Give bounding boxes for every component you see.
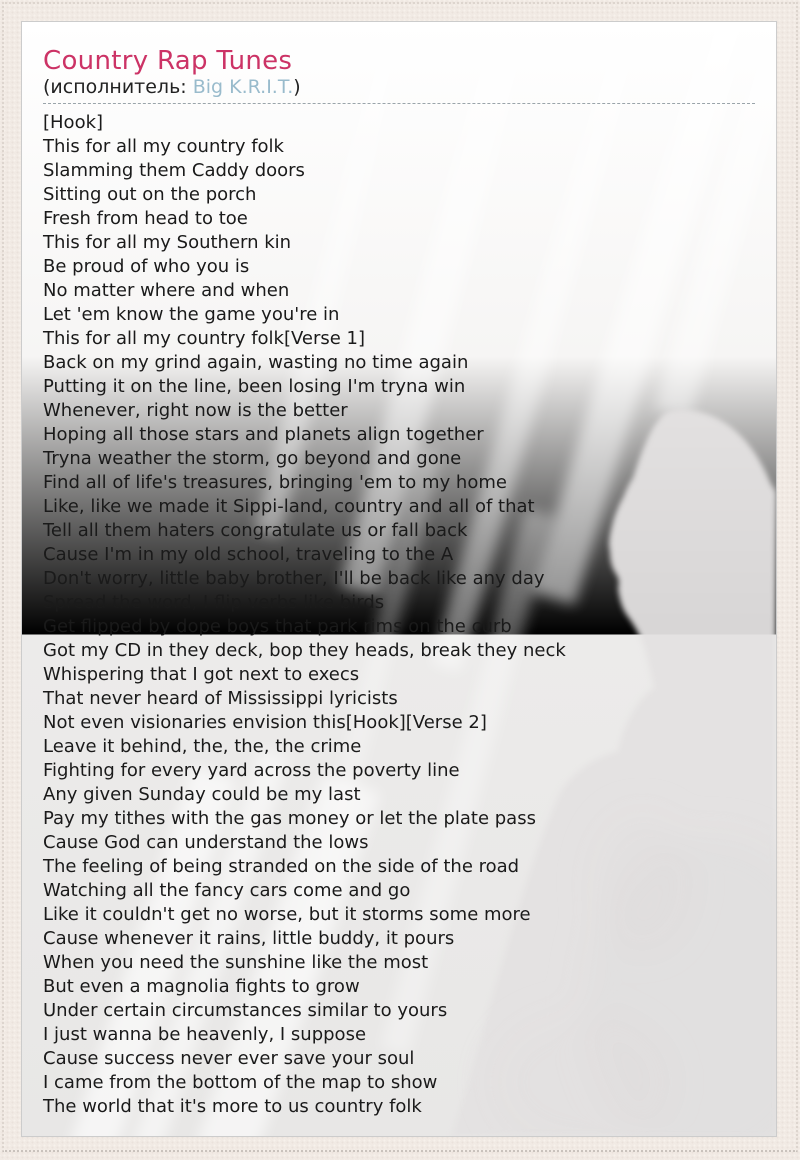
lyric-line: Pay my tithes with the gas money or let the plate pass <box>43 808 536 829</box>
lyric-line: Like, like we made it Sippi-land, country and all of that <box>43 496 535 517</box>
lyric-line: When you need the sunshine like the most <box>43 952 429 973</box>
artist-line-suffix: ) <box>293 76 301 98</box>
lyric-line: Cause I'm in my old school, traveling to the A <box>43 544 454 565</box>
lyric-line: Be proud of who you is <box>43 256 250 277</box>
lyric-line: This for all my country folk <box>43 136 284 157</box>
lyric-line: That never heard of Mississippi lyricists <box>43 688 398 709</box>
page-title: Country Rap Tunes <box>43 46 293 76</box>
lyric-line: Cause God can understand the lows <box>43 832 369 853</box>
lyrics-card <box>21 21 777 1137</box>
lyric-line: Whispering that I got next to execs <box>43 664 360 685</box>
lyric-line: Leave it behind, the, the, the crime <box>43 736 362 757</box>
lyric-line: [Hook] <box>43 112 104 133</box>
lyric-line: No matter where and when <box>43 280 290 301</box>
lyric-line: Under certain circumstances similar to yours <box>43 1000 448 1021</box>
lyric-line: The feeling of being stranded on the side of the road <box>43 856 520 877</box>
lyric-line: Fresh from head to toe <box>43 208 248 229</box>
lyric-line: Cause whenever it rains, little buddy, it pours <box>43 928 455 949</box>
lyric-line: Tell all them haters congratulate us or fall back <box>43 520 468 541</box>
lyrics-text <box>43 111 755 1119</box>
lyric-line: Any given Sunday could be my last <box>43 784 361 805</box>
lyric-line: Tryna weather the storm, go beyond and gone <box>43 448 462 469</box>
artist-link[interactable]: Big K.R.I.T. <box>192 76 294 98</box>
lyric-line: Slamming them Caddy doors <box>43 160 305 181</box>
lyric-line: Spread the word, I flip verbs like birds <box>43 592 385 613</box>
lyric-line: Fighting for every yard across the poverty line <box>43 760 460 781</box>
lyric-line: Putting it on the line, been losing I'm tryna win <box>43 376 466 397</box>
lyric-line: Like it couldn't get no worse, but it storms some more <box>43 904 531 925</box>
lyric-line: Hoping all those stars and planets align together <box>43 424 484 445</box>
lyric-line: Got my CD in they deck, bop they heads, break they neck <box>43 640 566 661</box>
lyric-line: Cause success never ever save your soul <box>43 1048 415 1069</box>
lyric-line: This for all my Southern kin <box>43 232 292 253</box>
lyric-line: Get flipped by dope boys that park rims on the curb <box>43 616 512 637</box>
lyric-line: But even a magnolia fights to grow <box>43 976 360 997</box>
lyric-line: I just wanna be heavenly, I suppose <box>43 1024 367 1045</box>
lyric-line: Whenever, right now is the better <box>43 400 348 421</box>
lyric-line: Let 'em know the game you're in <box>43 304 340 325</box>
lyric-line: The world that it's more to us country folk <box>43 1096 422 1117</box>
lyric-line: This for all my country folk[Verse 1] <box>43 328 366 349</box>
lyric-line: Sitting out on the porch <box>43 184 257 205</box>
lyric-line: Find all of life's treasures, bringing 'em to my home <box>43 472 507 493</box>
lyrics-content <box>22 22 776 1119</box>
lyric-line: I came from the bottom of the map to show <box>43 1072 438 1093</box>
lyric-line: Don't worry, little baby brother, I'll be back like any day <box>43 568 545 589</box>
lyric-line: Back on my grind again, wasting no time again <box>43 352 469 373</box>
artist-line <box>43 76 755 104</box>
lyric-line: Not even visionaries envision this[Hook][Verse 2] <box>43 712 487 733</box>
lyric-line: Watching all the fancy cars come and go <box>43 880 411 901</box>
artist-line-prefix: (исполнитель: <box>43 76 193 98</box>
